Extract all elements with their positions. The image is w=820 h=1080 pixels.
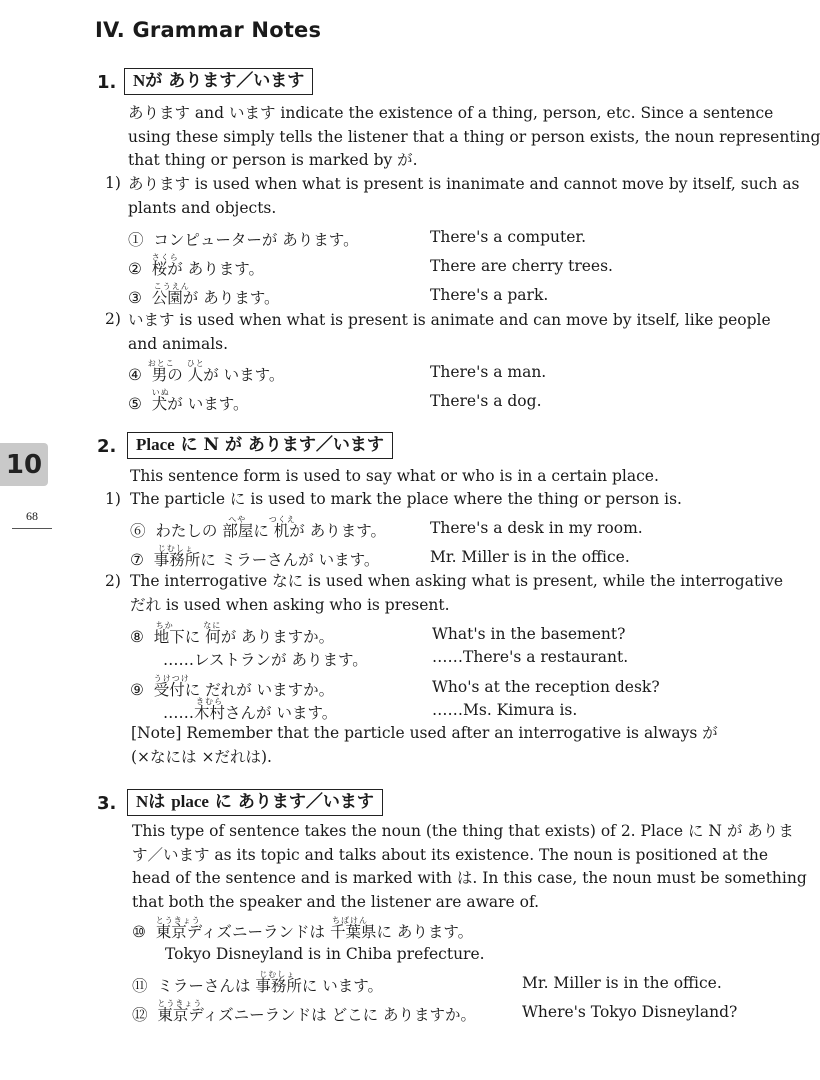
example-11 bbox=[132, 970, 384, 996]
kanji-with-reading bbox=[151, 388, 170, 413]
furigana: ひと bbox=[186, 359, 205, 368]
furigana: うけつけ bbox=[153, 674, 190, 683]
example-5 bbox=[128, 388, 249, 414]
furigana: つくえ bbox=[268, 515, 296, 524]
kanji: 犬 bbox=[151, 395, 168, 413]
example-1-translation: There's a computer. bbox=[430, 228, 587, 246]
example-japanese: わたしの bbox=[155, 522, 223, 540]
section-1-point-1 bbox=[128, 173, 800, 220]
example-number: ⑦ bbox=[130, 551, 144, 569]
furigana: とうきょう bbox=[157, 999, 203, 1008]
example-12 bbox=[132, 999, 477, 1025]
example-number: ⑧ bbox=[130, 628, 144, 646]
kanji: 公園 bbox=[151, 289, 183, 307]
example-japanese: コンピューターが あります。 bbox=[153, 231, 359, 249]
section-3-title-d: に あります／います bbox=[214, 792, 374, 812]
example-6-translation: There's a desk in my room. bbox=[430, 519, 643, 537]
kanji-with-reading bbox=[153, 544, 201, 569]
example-japanese: の bbox=[167, 366, 188, 384]
point-line: The interrogative なに is used when asking what is present, while the interrogative bbox=[130, 572, 784, 590]
example-japanese: ディズニーランドは bbox=[186, 923, 330, 941]
furigana: なに bbox=[203, 621, 222, 630]
kanji: 人 bbox=[187, 366, 204, 384]
point-line: and animals. bbox=[128, 334, 229, 353]
furigana: じむしょ bbox=[157, 544, 194, 553]
example-japanese: …… bbox=[163, 704, 194, 722]
example-number: ⑪ bbox=[132, 977, 148, 995]
point-line: あります is used when what is present is inanimate and cannot move by itself, such as bbox=[128, 175, 800, 193]
example-japanese: に あります。 bbox=[376, 923, 474, 941]
example-number: ④ bbox=[128, 366, 142, 384]
kanji: 地下 bbox=[153, 628, 185, 646]
kanji-with-reading bbox=[194, 697, 226, 722]
kanji-with-reading bbox=[153, 674, 190, 699]
kanji: 事務所 bbox=[153, 551, 201, 569]
section-2-title-a: Place bbox=[136, 435, 175, 454]
point-line: だれ is used when asking who is present. bbox=[130, 595, 450, 614]
example-number: ① bbox=[128, 231, 144, 249]
example-2 bbox=[128, 253, 264, 279]
example-7-translation: Mr. Miller is in the office. bbox=[430, 548, 630, 566]
example-number: ⑨ bbox=[130, 681, 144, 699]
example-9 bbox=[130, 674, 335, 700]
furigana: へや bbox=[228, 515, 247, 524]
kanji-with-reading bbox=[157, 999, 203, 1024]
section-3-title-a: N bbox=[136, 792, 149, 811]
point-line: います is used when what is present is animate and can move by itself, like people bbox=[128, 311, 771, 329]
example-number: ⑫ bbox=[132, 1006, 148, 1024]
kanji-with-reading bbox=[186, 359, 205, 384]
example-10-translation: Tokyo Disneyland is in Chiba prefecture. bbox=[165, 945, 485, 963]
example-japanese: に います。 bbox=[301, 977, 384, 995]
kanji: 男 bbox=[151, 366, 168, 384]
kanji: 机 bbox=[273, 522, 290, 540]
kanji-with-reading bbox=[222, 515, 254, 540]
section-2-title-b: に N が あります／います bbox=[180, 435, 384, 455]
section-1-para-line: using these simply tells the listener that a thing or person exists, the noun representing bbox=[128, 127, 820, 146]
example-japanese: に bbox=[253, 522, 274, 540]
example-number: ⑩ bbox=[132, 923, 146, 941]
furigana: ちばけん bbox=[331, 916, 368, 925]
section-2-point-2-label: 2) bbox=[105, 572, 121, 590]
point-line: plants and objects. bbox=[128, 198, 277, 217]
example-3 bbox=[128, 282, 280, 308]
kanji-with-reading bbox=[147, 359, 175, 384]
furigana: さくら bbox=[151, 253, 179, 262]
kanji-with-reading bbox=[329, 916, 377, 941]
note-line: [Note] Remember that the particle used after an interrogative is always が bbox=[131, 724, 718, 742]
furigana: おとこ bbox=[147, 359, 175, 368]
kanji: 受付 bbox=[153, 681, 185, 699]
kanji: 桜 bbox=[151, 260, 168, 278]
kanji-with-reading bbox=[153, 621, 185, 646]
example-japanese: に bbox=[184, 628, 206, 646]
example-8 bbox=[130, 621, 335, 647]
example-12-translation: Where's Tokyo Disneyland? bbox=[522, 1003, 738, 1021]
example-8-answer-translation: ……There's a restaurant. bbox=[432, 648, 629, 666]
example-japanese: が ありますか。 bbox=[220, 628, 335, 646]
section-1-point-1-label: 1) bbox=[105, 174, 121, 192]
kanji: 東京 bbox=[157, 1006, 189, 1024]
example-4-translation: There's a man. bbox=[430, 363, 547, 381]
section-3-para-line: This type of sentence takes the noun (the thing that exists) of 2. Place に N が ありま bbox=[132, 822, 794, 840]
example-8-translation: What's in the basement? bbox=[432, 625, 626, 643]
section-2-point-2 bbox=[130, 570, 783, 617]
section-1-title-a: N bbox=[133, 71, 146, 90]
section-3-title-b: は bbox=[148, 792, 166, 812]
section-2-title-box bbox=[127, 432, 393, 459]
section-2-point-1-label: 1) bbox=[105, 490, 121, 508]
example-2-translation: There are cherry trees. bbox=[430, 257, 613, 275]
furigana: じむしょ bbox=[259, 970, 296, 979]
example-11-translation: Mr. Miller is in the office. bbox=[522, 974, 722, 992]
example-3-translation: There's a park. bbox=[430, 286, 549, 304]
example-9-answer bbox=[163, 697, 338, 723]
example-japanese: ディズニーランドは どこに ありますか。 bbox=[188, 1006, 477, 1024]
kanji-with-reading bbox=[203, 621, 222, 646]
kanji-with-reading bbox=[151, 253, 179, 278]
section-2-number: 2. bbox=[97, 436, 117, 457]
example-number: ② bbox=[128, 260, 142, 278]
section-2-note bbox=[131, 722, 718, 769]
section-3-paragraph bbox=[132, 820, 807, 914]
example-japanese: が います。 bbox=[167, 395, 249, 413]
section-3-title-c: place bbox=[171, 792, 209, 811]
section-1-title-box bbox=[124, 68, 313, 95]
kanji: 木村 bbox=[194, 704, 226, 722]
section-3-para-line: す／います as its topic and talks about its existence. The noun is positioned at the bbox=[132, 845, 768, 864]
kanji-with-reading bbox=[268, 515, 296, 540]
section-1-para-line: あります and います indicate the existence of a thing, person, etc. Since a sentence bbox=[128, 104, 774, 122]
section-3-number: 3. bbox=[97, 793, 117, 814]
section-1-title-b: が あります／います bbox=[145, 71, 305, 91]
example-japanese: が あります。 bbox=[289, 522, 386, 540]
example-1 bbox=[128, 228, 359, 250]
furigana: きむら bbox=[196, 697, 223, 706]
example-japanese: が あります。 bbox=[167, 260, 264, 278]
section-1-paragraph bbox=[128, 102, 820, 173]
example-number: ③ bbox=[128, 289, 142, 307]
furigana: いぬ bbox=[151, 388, 170, 397]
kanji: 何 bbox=[205, 628, 221, 646]
section-1-para-line: that thing or person is marked by が. bbox=[128, 151, 418, 169]
example-9-answer-translation: ……Ms. Kimura is. bbox=[432, 701, 578, 719]
example-8-answer: ……レストランが あります。 bbox=[163, 651, 368, 669]
section-1-point-2 bbox=[128, 309, 771, 356]
example-4 bbox=[128, 359, 285, 385]
kanji-with-reading bbox=[255, 970, 302, 995]
example-7 bbox=[130, 544, 380, 570]
kanji: 事務所 bbox=[255, 977, 302, 995]
example-japanese: が あります。 bbox=[182, 289, 280, 307]
example-japanese: に ミラーさんが います。 bbox=[200, 551, 380, 569]
kanji: 東京 bbox=[155, 923, 187, 941]
page-number: 68 bbox=[12, 509, 52, 529]
section-3-title-box bbox=[127, 789, 383, 816]
kanji: 千葉県 bbox=[329, 923, 377, 941]
furigana: ちか bbox=[155, 621, 174, 630]
section-2-intro: This sentence form is used to say what or who is in a certain place. bbox=[130, 467, 659, 485]
furigana: こうえん bbox=[153, 282, 190, 291]
section-1-number: 1. bbox=[97, 72, 117, 93]
section-3-para-line: head of the sentence and is marked with は. In this case, the noun must be something bbox=[132, 869, 807, 887]
example-9-translation: Who's at the reception desk? bbox=[432, 678, 660, 696]
example-5-translation: There's a dog. bbox=[430, 392, 542, 410]
kanji: 部屋 bbox=[222, 522, 254, 540]
furigana: とうきょう bbox=[155, 916, 201, 925]
example-japanese: が います。 bbox=[203, 366, 285, 384]
kanji-with-reading bbox=[151, 282, 190, 307]
kanji-with-reading bbox=[155, 916, 201, 941]
example-number: ⑥ bbox=[130, 522, 146, 540]
section-2-point-1: The particle に is used to mark the place where the thing or person is. bbox=[130, 490, 682, 508]
example-10 bbox=[132, 916, 474, 942]
example-japanese: ミラーさんは bbox=[157, 977, 256, 995]
section-1-point-2-label: 2) bbox=[105, 310, 121, 328]
example-japanese: に だれが いますか。 bbox=[184, 681, 335, 699]
note-line: (×なには ×だれは). bbox=[131, 747, 272, 766]
chapter-tab: 10 bbox=[0, 443, 48, 486]
section-3-para-line: that both the speaker and the listener are aware of. bbox=[132, 892, 540, 911]
example-number: ⑤ bbox=[128, 395, 142, 413]
example-japanese: さんが います。 bbox=[225, 704, 338, 722]
example-6 bbox=[130, 515, 386, 541]
page-heading: IV. Grammar Notes bbox=[95, 18, 322, 42]
